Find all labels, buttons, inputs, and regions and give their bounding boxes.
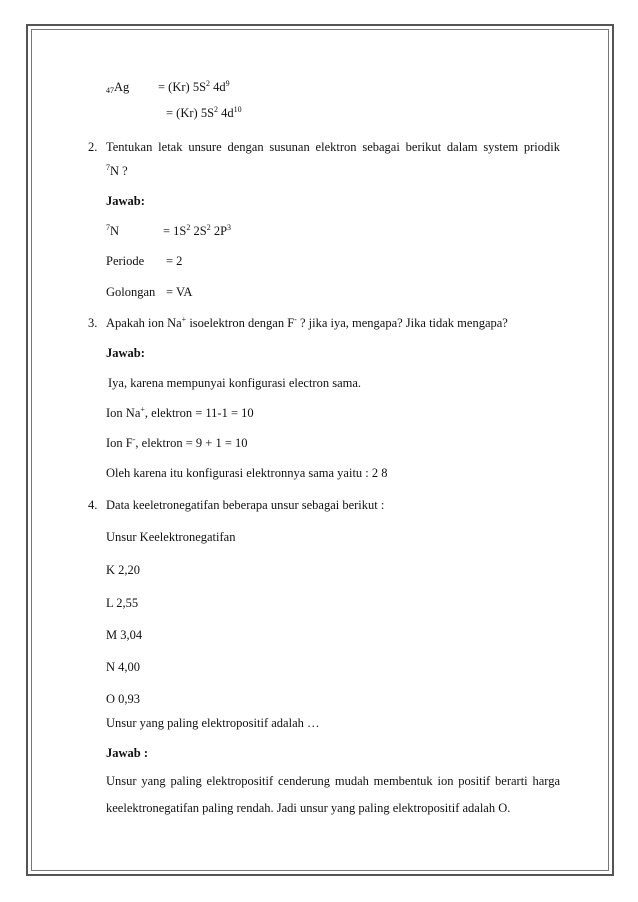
q3-answer: Iya, karena mempunyai konfigurasi electron sama. (108, 376, 362, 390)
q4-answer-line-1: Unsur yang paling elektropositif cenderung mudah membentuk ion positif berarti harga (106, 774, 560, 788)
q4-number: 4. (88, 498, 98, 512)
q3-conclusion: Oleh karena itu konfigurasi elektronnya sama yaitu : 2 8 (106, 466, 388, 480)
q4-row-o: O 0,93 (106, 692, 141, 706)
q2-periode-label: Periode (106, 254, 145, 268)
q2-golongan-label: Golongan (106, 285, 156, 299)
q3-ion-f: Ion F-, elektron = 9 + 1 = 10 (106, 435, 248, 450)
q2-jawab: Jawab: (106, 194, 145, 208)
ag-config-2: = (Kr) $5S^2$ $4d^{10}$ (166, 105, 242, 120)
ag-symbol: 47Ag (106, 80, 130, 95)
q3-number: 3. (88, 316, 98, 330)
q3-ion-na: Ion Na+, elektron = 11-1 = 10 (106, 405, 254, 420)
q4-row-l: L 2,55 (106, 596, 139, 610)
q2-atom: $^7$N ? (106, 163, 128, 178)
q4-row-n: N 4,00 (106, 660, 141, 674)
q4-question: Data keeletronegatifan beberapa unsur sebagai berikut : (106, 498, 385, 512)
q2-golongan-value: = VA (166, 285, 193, 299)
q2-n-config: = $1S^2$ $2S^2$ $2P^3$ (163, 223, 232, 238)
q4-answer-line-2: keelektronegatifan paling rendah. Jadi unsur yang paling elektropositif adalah O. (106, 801, 511, 815)
q2-question: Tentukan letak unsure dengan susunan elektron sebagai berikut dalam system priodik (106, 140, 560, 154)
q2-number: 2. (88, 140, 98, 154)
ag-config-1: = (Kr) $5S^2$ $4d^9$ (158, 79, 230, 94)
q2-periode-value: = 2 (166, 254, 183, 268)
q3-question: Apakah ion Na+ isoelektron dengan F- ? jika iya, mengapa? Jika tidak mengapa? (106, 315, 508, 330)
q4-row-k: K 2,20 (106, 563, 141, 577)
q4-subquestion: Unsur yang paling elektropositif adalah … (106, 716, 320, 730)
q4-jawab: Jawab : (106, 746, 149, 760)
q4-row-m: M 3,04 (106, 628, 143, 642)
q3-jawab: Jawab: (106, 346, 145, 360)
q2-n-symbol: $^7$N (106, 223, 120, 238)
q4-table-header: Unsur Keelektronegatifan (106, 530, 236, 544)
